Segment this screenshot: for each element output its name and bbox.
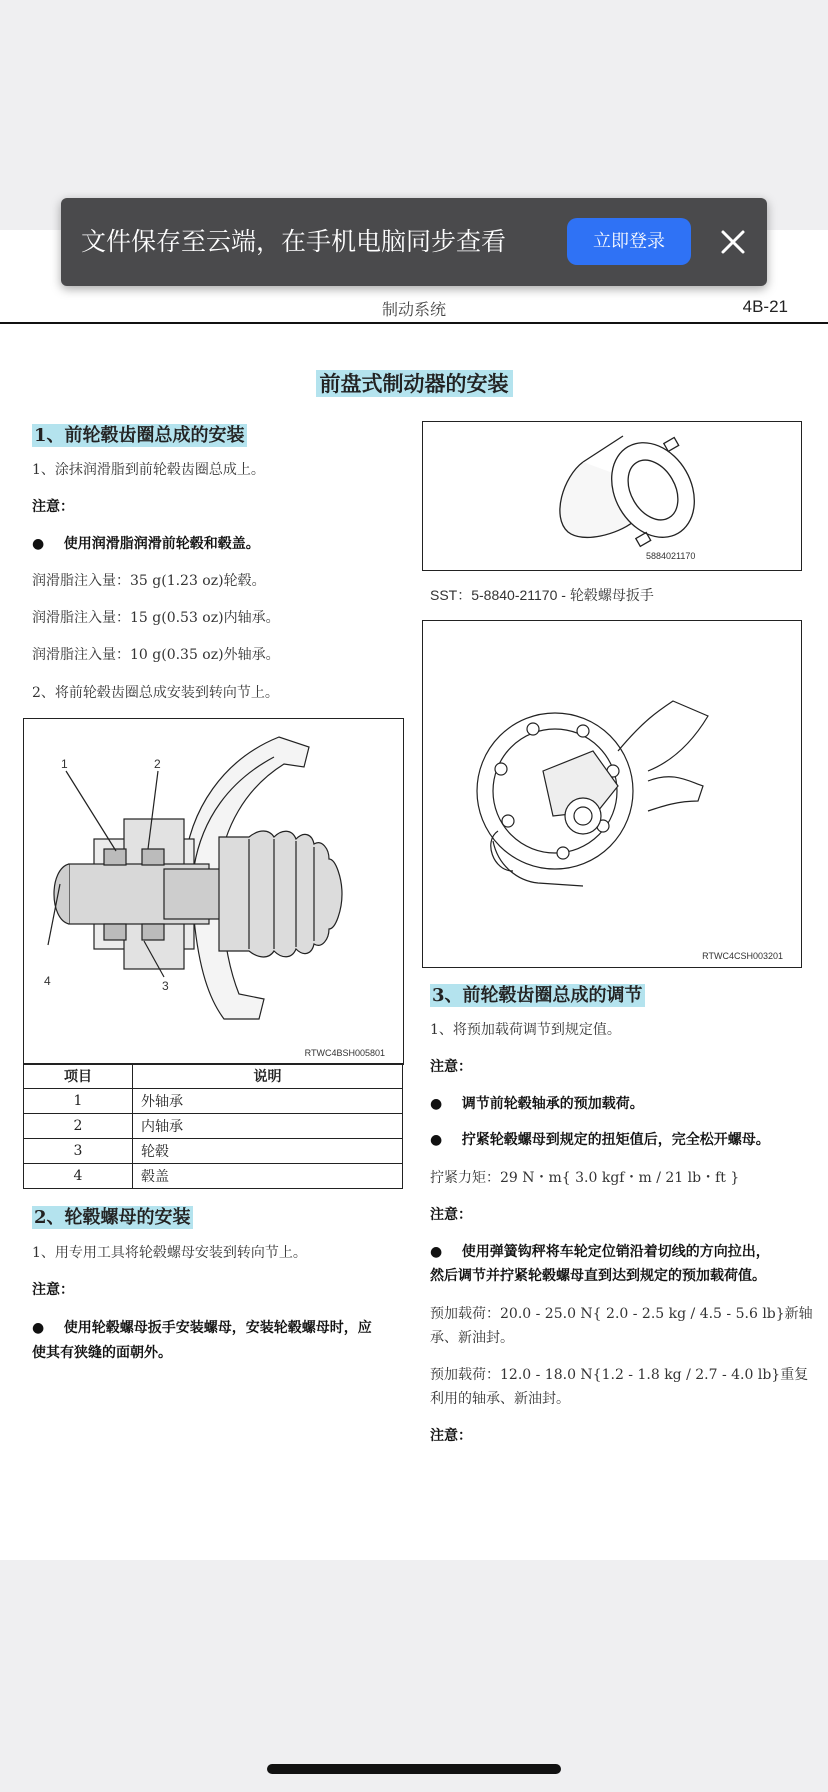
- s3-bullet2-text: 拧紧轮毂螺母到规定的扭矩值后，完全松开螺母。: [461, 1132, 770, 1148]
- figure-2-code: RTWC4CSH003201: [702, 951, 783, 961]
- s3-note2: 注意：: [430, 1207, 472, 1223]
- s3-bullet2: ● 拧紧轮毂螺母到规定的扭矩值后，完全松开螺母。: [430, 1132, 770, 1148]
- nut-wrench-drawing: [423, 422, 801, 570]
- page-number: 4B-21: [742, 297, 788, 316]
- callout-2: 2: [154, 757, 161, 771]
- section-1-heading: [32, 421, 247, 447]
- s1-step1: 1、涂抹润滑脂到前轮毂齿圈总成上。: [32, 462, 265, 478]
- s1-grease3: 润滑脂注入量：10 g(0.35 oz)外轴承。: [32, 647, 280, 663]
- table-header-item: 项目: [24, 1064, 133, 1089]
- table-header-desc: 说明: [133, 1064, 403, 1089]
- table-row: [24, 1114, 403, 1139]
- figure-1-code: RTWC4BSH005801: [304, 1048, 385, 1058]
- preload2-line1: 预加载荷：12.0 - 18.0 N{1.2 - 1.8 kg / 2.7 - 4.0 lb}重复: [430, 1367, 809, 1383]
- callout-3: 3: [162, 979, 169, 993]
- s2-step1: 1、用专用工具将轮毂螺母安装到转向节上。: [32, 1245, 307, 1261]
- tool-figure: [422, 421, 802, 571]
- wrench-usage-drawing: [423, 621, 801, 967]
- hub-assembly-drawing: [24, 719, 403, 1064]
- table-row: [24, 1164, 403, 1189]
- table-cell-desc: 毂盖: [133, 1164, 403, 1189]
- header-section: 制动系统: [381, 300, 446, 319]
- s1-grease1: 润滑脂注入量：35 g(1.23 oz)轮毂。: [32, 573, 266, 589]
- s2-bullet-line1: ● 使用轮毂螺母扳手安装螺母，安装轮毂螺母时，应: [32, 1320, 372, 1336]
- preload2-line2: 利用的轴承、新油封。: [430, 1391, 570, 1407]
- home-indicator[interactable]: [267, 1764, 561, 1774]
- s1-bullet-text: 使用润滑脂润滑前轮毂和毂盖。: [63, 536, 260, 552]
- table-cell-item: 3: [24, 1139, 133, 1164]
- banner-text: 文件保存至云端，在手机电脑同步查看: [81, 227, 507, 256]
- s2-bullet-line2: 使其有狭缝的面朝外。: [32, 1345, 172, 1361]
- table-cell-item: 4: [24, 1164, 133, 1189]
- table-cell-desc: 轮毂: [133, 1139, 403, 1164]
- section-1-heading-text: 1、前轮毂齿圈总成的安装: [34, 425, 245, 446]
- s3-step1: 1、将预加载荷调节到规定值。: [430, 1022, 621, 1038]
- s1-note: 注意：: [32, 499, 74, 515]
- section-3-heading-text: 3、前轮毂齿圈总成的调节: [432, 985, 643, 1006]
- s3-note1: 注意：: [430, 1059, 472, 1075]
- s1-bullet: ● 使用润滑脂润滑前轮毂和毂盖。: [32, 536, 260, 552]
- s2-bullet-line1-text: 使用轮毂螺母扳手安装螺母，安装轮毂螺母时，应: [63, 1320, 372, 1336]
- table-cell-item: 1: [24, 1089, 133, 1114]
- s2-note: 注意：: [32, 1282, 74, 1298]
- section-3-heading: [430, 981, 645, 1007]
- s3-bullet1-text: 调节前轮毂轴承的预加载荷。: [461, 1096, 644, 1112]
- callout-1: 1: [61, 757, 68, 771]
- close-icon[interactable]: [711, 220, 755, 264]
- callout-4: 4: [44, 974, 51, 988]
- hub-assembly-figure: [23, 718, 404, 1065]
- table-row: [24, 1139, 403, 1164]
- sst-caption: SST：5-8840-21170 - 轮毂螺母扳手: [430, 587, 654, 603]
- section-2-heading-text: 2、轮毂螺母的安装: [34, 1207, 191, 1228]
- header-rule: [0, 322, 828, 324]
- page-title-text: 前盘式制动器的安装: [316, 370, 513, 397]
- table-cell-desc: 内轴承: [133, 1114, 403, 1139]
- s1-step2: 2、将前轮毂齿圈总成安装到转向节上。: [32, 685, 279, 701]
- wrench-usage-figure: [422, 620, 802, 968]
- s3-bullet3-line1: ● 使用弹簧钩秤将车轮定位销沿着切线的方向拉出，: [430, 1244, 770, 1260]
- tool-code: 5884021170: [646, 551, 696, 561]
- table-row: [24, 1089, 403, 1114]
- cloud-save-banner: [61, 198, 767, 286]
- s3-bullet1: ● 调节前轮毂轴承的预加载荷。: [430, 1096, 644, 1112]
- s3-bullet3-line2: 然后调节并拧紧轮毂螺母直到达到规定的预加载荷值。: [430, 1268, 766, 1284]
- s3-bullet3-line1-text: 使用弹簧钩秤将车轮定位销沿着切线的方向拉出，: [461, 1244, 770, 1260]
- login-button[interactable]: 立即登录: [567, 218, 691, 265]
- parts-table: [23, 1063, 403, 1189]
- table-cell-desc: 外轴承: [133, 1089, 403, 1114]
- preload1-line1: 预加载荷：20.0 - 25.0 N{ 2.0 - 2.5 kg / 4.5 - 5.6 lb}新轴: [430, 1306, 813, 1322]
- table-header-row: [24, 1064, 403, 1089]
- page-title: [0, 368, 828, 398]
- torque-spec: 拧紧力矩：29 N・m{ 3.0 kgf・m / 21 lb・ft }: [430, 1170, 740, 1186]
- preload1-line2: 承、新油封。: [430, 1330, 514, 1346]
- section-2-heading: [32, 1203, 193, 1229]
- table-cell-item: 2: [24, 1114, 133, 1139]
- s1-grease2: 润滑脂注入量：15 g(0.53 oz)内轴承。: [32, 610, 280, 626]
- s3-note3: 注意：: [430, 1428, 472, 1444]
